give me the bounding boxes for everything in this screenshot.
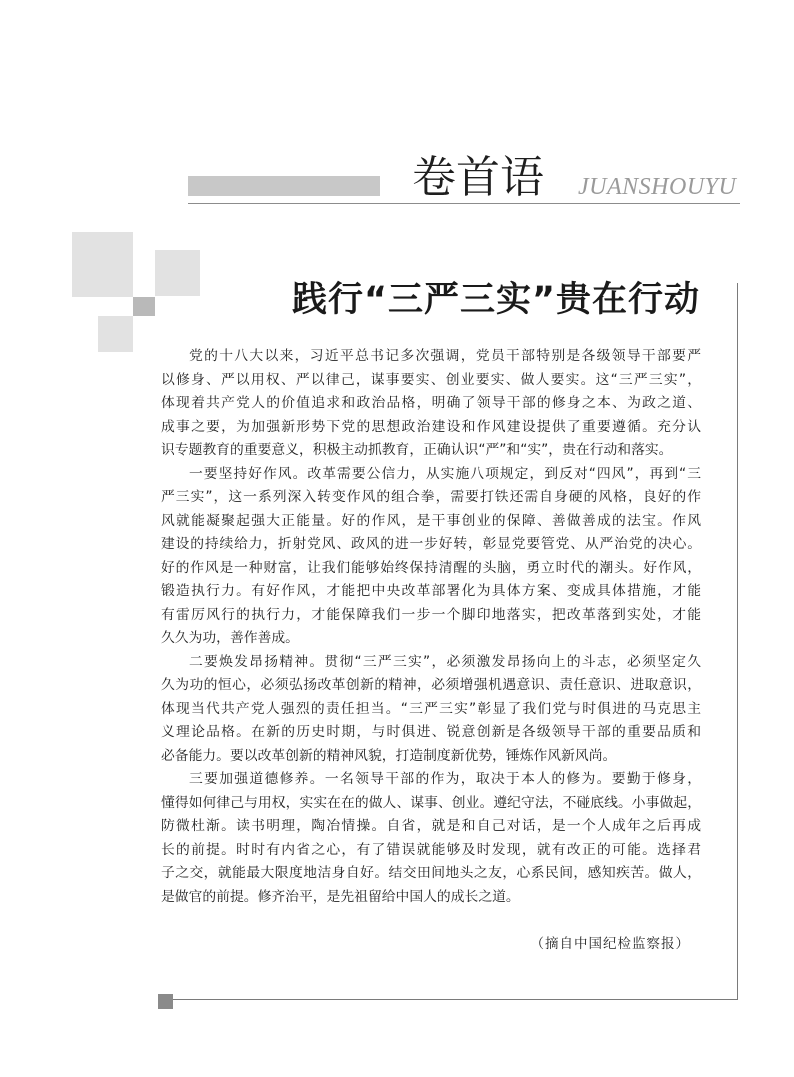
text-line: 子之交，就能最大限度地洁身自好。结交田间地头之友，心系民间，感知疾苦。做人， (161, 865, 701, 881)
text-line: 久为功的恒心，必须弘扬改革创新的精神，必须增强机遇意识、责任意识、进取意识， (161, 677, 701, 693)
text-line: 长的前提。时时有内省之心，有了错误就能够及时发现，就有改正的可能。选择君 (161, 841, 701, 858)
article-title: 践行“三严三实”贵在行动 (291, 280, 700, 320)
text-line: 党的十八大以来，习近平总书记多次强调，党员干部特别是各级领导干部要严 (189, 348, 701, 364)
text-line: 体现当代共产党人强烈的责任担当。“三严三实”彰显了我们党与时俱进的马克思主 (161, 700, 701, 717)
section-title: 卷首语 (412, 152, 544, 203)
paragraph (161, 345, 701, 463)
text-line: 懂得如何律己与用权，实实在在的做人、谋事、创业。遵纪守法，不碰底线。小事做起， (161, 794, 701, 811)
text-line: 二要焕发昂扬精神。贯彻“三严三实”，必须激发昂扬向上的斗志，必须坚定久 (189, 653, 701, 670)
text-line: 以修身、严以用权、严以律己，谋事要实、创业要实、做人要实。这“三严三实”， (161, 371, 701, 388)
text-line: 成事之要，为加强新形势下党的思想政治建设和作风建设提供了重要遵循。充分认 (161, 418, 701, 435)
decorative-square (72, 232, 133, 297)
article-body (161, 345, 701, 909)
section-title-pinyin: JUANSHOUYU (578, 174, 737, 200)
decorative-square (133, 297, 155, 316)
header-rule (188, 203, 740, 204)
text-line: 一要坚持好作风。改革需要公信力，从实施八项规定，到反对“四风”，再到“三 (189, 465, 701, 482)
decorative-square (98, 316, 133, 352)
text-line: 严三实”，这一系列深入转变作风的组合拳，需要打铁还需自身硬的风格，良好的作 (161, 489, 701, 505)
decorative-square (155, 250, 200, 296)
paragraph (161, 463, 701, 651)
text-line: 风就能凝聚起强大正能量。好的作风，是干事创业的保障、善做善成的法宝。作风 (161, 512, 701, 529)
page-corner-square (158, 994, 173, 1009)
frame-bottom-rule (172, 999, 738, 1000)
text-line: 必备能力。要以改革创新的精神风貌，打造制度新优势，锤炼作风新风尚。 (161, 747, 617, 764)
text-line: 三要加强道德修养。一名领导干部的作为，取决于本人的修为。要勤于修身， (189, 771, 701, 787)
header-gray-bar (188, 176, 380, 196)
frame-vertical-rule (737, 283, 738, 1000)
text-line: 锻造执行力。有好作风，才能把中央改革部署化为具体方案、变成具体措施，才能 (161, 583, 701, 599)
text-line: 有雷厉风行的执行力，才能保障我们一步一个脚印地落实，把改革落到实处，才能 (161, 606, 701, 623)
paragraph (161, 768, 701, 909)
text-line: 义理论品格。在新的历史时期，与时俱进、锐意创新是各级领导干部的重要品质和 (161, 724, 701, 740)
text-line: 防微杜渐。读书明理，陶冶情操。自省，就是和自己对话，是一个人成年之后再成 (161, 818, 701, 834)
text-line: 体现着共产党人的价值追求和政治品格，明确了领导干部的修身之本、为政之道、 (161, 395, 701, 411)
text-line: 好的作风是一种财富，让我们能够始终保持清醒的头脑，勇立时代的潮头。好作风， (161, 559, 701, 576)
source-credit: （摘自中国纪检监察报） (530, 936, 690, 952)
text-line: 识专题教育的重要意义，积极主动抓教育，正确认识“严”和“实”，贵在行动和落实。 (161, 442, 673, 458)
text-line: 久久为功，善作善成。 (161, 630, 299, 646)
text-line: 建设的持续给力，折射党风、政风的进一步好转，彰显党要管党、从严治党的决心。 (161, 536, 701, 552)
text-line: 是做官的前提。修齐治平，是先祖留给中国人的成长之道。 (161, 888, 520, 905)
paragraph (161, 651, 701, 769)
